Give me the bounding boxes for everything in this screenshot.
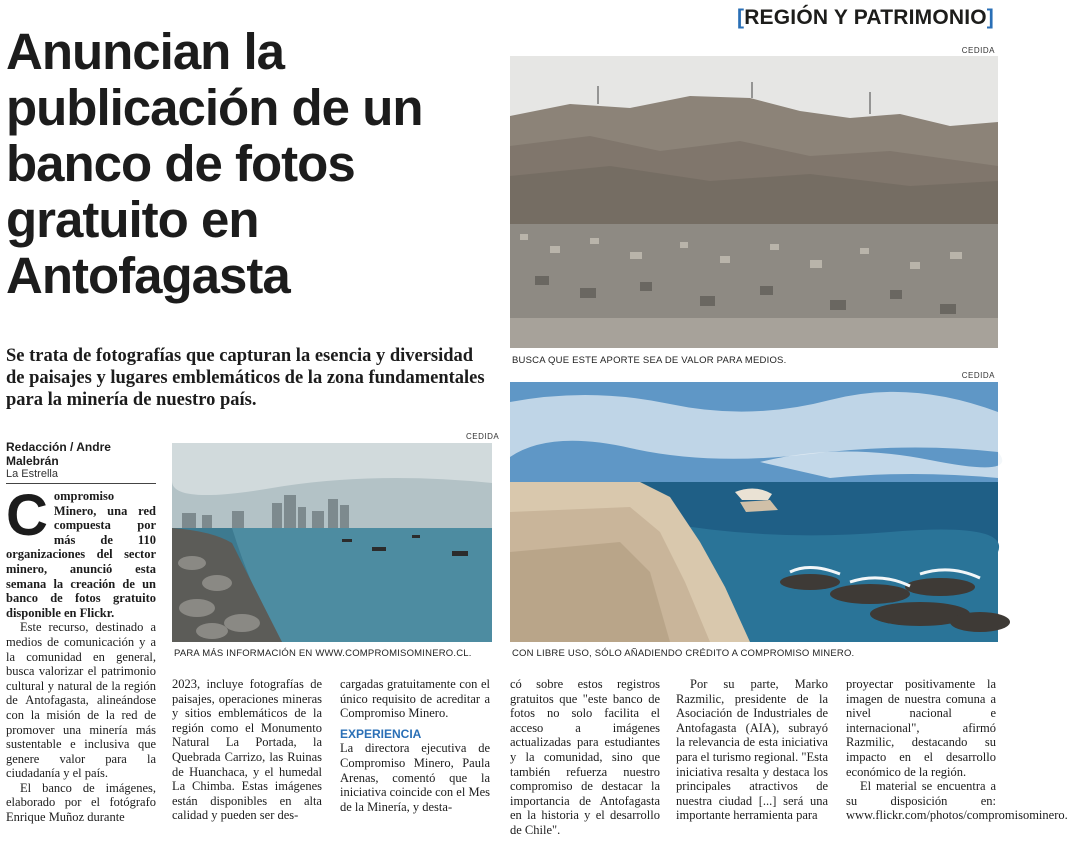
byline <box>6 440 156 484</box>
photo-harbor <box>172 443 492 642</box>
body-paragraph: cargadas gratuitamente con el único requisito de acreditar a Compromiso Minero. <box>340 677 490 721</box>
body-paragraph: Este recurso, destinado a medios de comunicación y a la comunidad en general, busca valorizar el patrimonio cultural y natural de la región de Antofagasta, alineándose con la misión de la red de promover una minería más sustentable e inclusiva que genere valor para la ciudadanía y el país. <box>6 620 156 781</box>
body-column-5 <box>676 677 828 823</box>
body-paragraph: proyectar positivamente la imagen de nuestra comuna a nivel nacional e internacional", afirmó Razmilic, destacando su impacto en el desarrollo económico de la región. <box>846 677 996 779</box>
body-column-2 <box>172 677 322 823</box>
body-paragraph: La directora ejecutiva de Compromiso Minero, Paula Arenas, comentó que la iniciativa coincide con el Mes de la Minería, y desta- <box>340 741 490 814</box>
photo-coast <box>510 382 998 642</box>
body-paragraph <box>6 483 156 620</box>
section-label: REGIÓN Y PATRIMONIO <box>744 6 987 29</box>
photo-credit-city: CEDIDA <box>961 46 995 55</box>
body-lead-text: ompromiso Minero, una red compuesta por más de 110 organizaciones del sector minero, anunció esta semana la creación de un banco de fotos gratuito disponible en Flickr. <box>6 489 156 620</box>
dropcap: C <box>6 483 48 548</box>
caption-coast: CON LIBRE USO, SÓLO AÑADIENDO CRÉDITO A COMPROMISO MINERO. <box>512 648 855 659</box>
body-column-1 <box>6 483 156 825</box>
body-paragraph: El banco de imágenes, elaborado por el fotógrafo Enrique Muñoz durante <box>6 780 156 825</box>
body-column-3 <box>340 677 490 814</box>
body-paragraph: có sobre estos registros gratuitos que "este banco de fotos no solo facilita el acceso a imágenes actualizadas para estudiantes y la comunidad, sino que también refuerza nuestro compromiso de destacar la importancia de Antofagasta en la historia y el desarrollo de Chile". <box>510 677 660 837</box>
section-tag <box>737 6 994 30</box>
section-bracket-open: [ <box>736 6 745 29</box>
lede: Se trata de fotografías que capturan la esencia y diversidad de paisajes y lugares emblemáticos de la zona fundamentales para la minería de nuestro país. <box>6 346 485 410</box>
photo-credit-coast: CEDIDA <box>961 371 995 380</box>
section-bracket-close: ] <box>986 6 994 29</box>
byline-author: Redacción / Andre Malebrán <box>6 440 111 468</box>
body-paragraph: Por su parte, Marko Razmilic, presidente de la Asociación de Industriales de Antofagasta (AIA), subrayó la relevancia de esta iniciativa para el turismo regional. "Esta iniciativa resalta y destaca los principales atractivos de nuestra ciudad [...] será una importante herramienta para <box>676 677 828 823</box>
caption-city: BUSCA QUE ESTE APORTE SEA DE VALOR PARA MEDIOS. <box>512 355 787 366</box>
body-paragraph: 2023, incluye fotografías de paisajes, operaciones mineras y sitios emblemáticos de la región como el Monumento Natural La Portada, la Quebrada Carrizo, las Ruinas de Huanchaca, y el humedal La Chimba. Estas imágenes están disponibles en alta calidad y pueden ser des- <box>172 677 322 823</box>
caption-harbor: PARA MÁS INFORMACIÓN EN WWW.COMPROMISOMINERO.CL. <box>174 648 472 659</box>
body-paragraph: El material se encuentra a su disposición en: www.flickr.com/photos/compromisominero. <box>846 779 1068 823</box>
photo-city-hills <box>510 56 998 348</box>
body-column-4 <box>510 677 660 838</box>
headline: Anuncian la publicación de un banco de fotos gratuito en Antofagasta <box>6 23 423 304</box>
byline-outlet: La Estrella <box>6 468 58 480</box>
photo-credit-harbor: CEDIDA <box>466 432 500 441</box>
body-column-6 <box>846 677 1068 823</box>
subhead-experiencia: EXPERIENCIA <box>340 726 422 741</box>
